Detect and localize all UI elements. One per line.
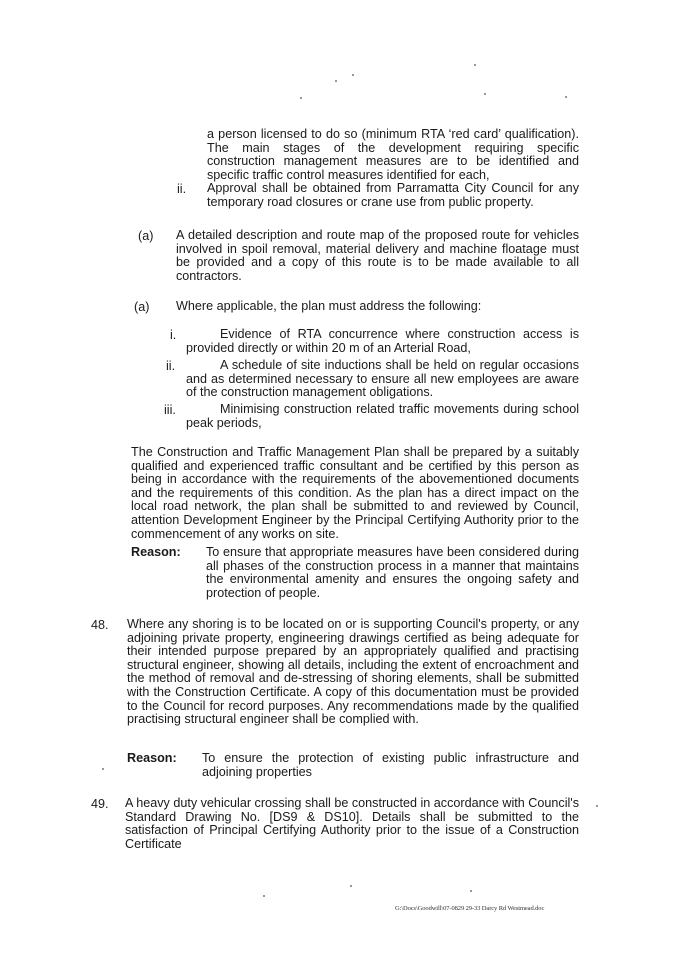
scan-speck xyxy=(350,885,352,887)
subitem-text: Minimising construction related traffic movements during school peak periods, xyxy=(186,402,579,430)
condition-49-text: A heavy duty vehicular crossing shall be constructed in accordance with Council's Standard Drawing No. [DS9 & DS10]. Details shall be submitted to the satisfaction of Principal Certifying Authority prior to the issue of a Construction Certificate xyxy=(125,796,579,851)
continuation-paragraph: a person licensed to do so (minimum RTA ‘red card’ qualification). The main stages of the development requiring specific construction management measures are to be identified and specific traffic control measures identified for each, xyxy=(207,127,579,182)
subitem-text: Evidence of RTA concurrence where construction access is provided directly or within 20 m of an Arterial Road, xyxy=(186,327,579,355)
scan-speck xyxy=(474,64,476,66)
subitem-label: ii. xyxy=(166,359,176,373)
subitem-label: i. xyxy=(170,328,177,342)
reason-text: To ensure that appropriate measures have been considered during all phases of the construction process in a manner that maintains the environmental amenity and ensures the ongoing safety and protection of people. xyxy=(206,545,579,600)
subitem-text: A schedule of site inductions shall be held on regular occasions and as determined necessary to ensure all new employees are aware of the construction management obligations. xyxy=(186,358,579,400)
approval-item-text: Approval shall be obtained from Parramatta City Council for any temporary road closures or crane use from public property. xyxy=(207,181,579,209)
reason-text: To ensure the protection of existing public infrastructure and adjoining properties xyxy=(202,751,579,779)
condition-48-text: Where any shoring is to be located on or is supporting Council's property, or any adjoining private property, engineering drawings certified as being adequate for their intended purpose prepared by an appropriately qualified and practising structural engineer, showing all details, including the extent of encroachment and the method of removal and de-stressing of shoring elements, shall be submitted with the Construction Certificate. A copy of this documentation must be provided to the Council for record purposes. Any recommendations made by the qualified practising structural engineer shall be complied with. xyxy=(127,617,579,727)
condition-number: 48. xyxy=(91,618,109,632)
reason-label: Reason: xyxy=(131,545,181,559)
item-label: (a) xyxy=(138,229,154,243)
ctmp-paragraph: The Construction and Traffic Management Plan shall be prepared by a suitably qualified and experienced traffic consultant and be certified by this person as being in accordance with the requirements of the abovementioned documents and the requirements of this condition. As the plan has a direct impact on the local road network, the plan shall be submitted to and reviewed by Council, attention Development Engineer by the Principal Certifying Authority prior to the commencement of any works on site. xyxy=(131,445,579,541)
subitem-label: iii. xyxy=(164,403,176,417)
scan-speck xyxy=(263,895,265,897)
scan-speck xyxy=(335,80,337,82)
scan-speck xyxy=(470,890,472,892)
scan-speck xyxy=(352,74,354,76)
scan-speck xyxy=(102,768,104,770)
where-applicable-text: Where applicable, the plan must address the following: xyxy=(176,299,482,313)
scan-speck xyxy=(300,97,302,99)
scan-speck xyxy=(565,96,567,98)
condition-number: 49. xyxy=(91,797,109,811)
item-label: (a) xyxy=(134,300,150,314)
scan-speck xyxy=(484,93,486,95)
item-label: ii. xyxy=(177,182,187,196)
document-footer-path: G:\Docs\Goodwill\07-0829 29-33 Darcy Rd Westmead.doc xyxy=(395,905,545,912)
route-map-text: A detailed description and route map of the proposed route for vehicles involved in spoil removal, material delivery and machine floatage must be provided and a copy of this route is to be made available to all contractors. xyxy=(176,228,579,283)
reason-label: Reason: xyxy=(127,751,177,765)
scan-speck xyxy=(596,805,598,807)
